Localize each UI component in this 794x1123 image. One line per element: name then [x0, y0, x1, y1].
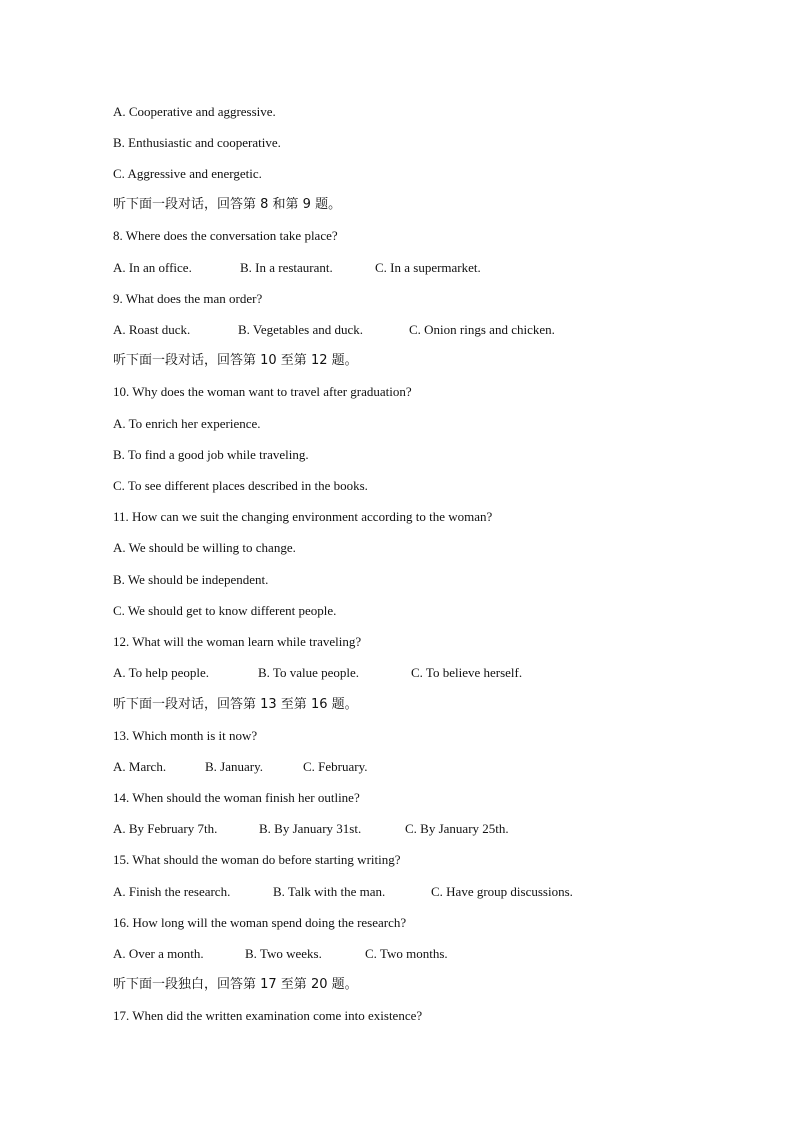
q9-option-a: A. Roast duck. [113, 322, 191, 337]
q12-question: 12. What will the woman learn while traveling? [113, 634, 362, 649]
q16-question: 16. How long will the woman spend doing the research? [113, 915, 407, 930]
q10-option-b: B. To find a good job while traveling. [113, 447, 309, 462]
q10-option-c: C. To see different places described in the books. [113, 478, 368, 493]
q7-option-a: A. Cooperative and aggressive. [113, 104, 276, 119]
section-heading-10-12: 听下面一段对话，回答第 10 至第 12 题。 [113, 353, 358, 368]
q14-option-c: C. By January 25th. [405, 821, 509, 836]
q9-option-c: C. Onion rings and chicken. [409, 322, 555, 337]
q14-question: 14. When should the woman finish her outline? [113, 790, 360, 805]
q7-option-c: C. Aggressive and energetic. [113, 166, 262, 181]
q12-option-c: C. To believe herself. [411, 665, 523, 680]
q15-option-c: C. Have group discussions. [431, 884, 573, 899]
q9-option-b: B. Vegetables and duck. [238, 322, 364, 337]
q13-option-a: A. March. [113, 759, 167, 774]
q13-option-b: B. January. [205, 759, 264, 774]
q8-option-a: A. In an office. [113, 260, 192, 275]
section-heading-13-16: 听下面一段对话，回答第 13 至第 16 题。 [113, 697, 358, 712]
q10-option-a: A. To enrich her experience. [113, 416, 261, 431]
q7-option-b: B. Enthusiastic and cooperative. [113, 135, 281, 150]
q15-question: 15. What should the woman do before starting writing? [113, 852, 401, 867]
q15-option-b: B. Talk with the man. [273, 884, 386, 899]
q8-option-b: B. In a restaurant. [240, 260, 333, 275]
q11-option-a: A. We should be willing to change. [113, 540, 296, 555]
q12-option-a: A. To help people. [113, 665, 209, 680]
q9-question: 9. What does the man order? [113, 291, 263, 306]
q8-question: 8. Where does the conversation take place? [113, 228, 338, 243]
q16-option-b: B. Two weeks. [245, 946, 322, 961]
q16-option-a: A. Over a month. [113, 946, 204, 961]
section-heading-8-9: 听下面一段对话，回答第 8 和第 9 题。 [113, 197, 342, 212]
q11-question: 11. How can we suit the changing environment according to the woman? [113, 509, 493, 524]
q15-option-a: A. Finish the research. [113, 884, 231, 899]
q14-option-b: B. By January 31st. [259, 821, 362, 836]
section-heading-17-20: 听下面一段独白，回答第 17 至第 20 题。 [113, 977, 358, 992]
q10-question: 10. Why does the woman want to travel after graduation? [113, 384, 412, 399]
q14-option-a: A. By February 7th. [113, 821, 218, 836]
q12-option-b: B. To value people. [258, 665, 360, 680]
q8-option-c: C. In a supermarket. [375, 260, 481, 275]
q16-option-c: C. Two months. [365, 946, 448, 961]
q11-option-c: C. We should get to know different people. [113, 603, 337, 618]
q13-option-c: C. February. [303, 759, 368, 774]
q11-option-b: B. We should be independent. [113, 572, 269, 587]
q13-question: 13. Which month is it now? [113, 728, 258, 743]
q17-question: 17. When did the written examination come into existence? [113, 1008, 423, 1023]
